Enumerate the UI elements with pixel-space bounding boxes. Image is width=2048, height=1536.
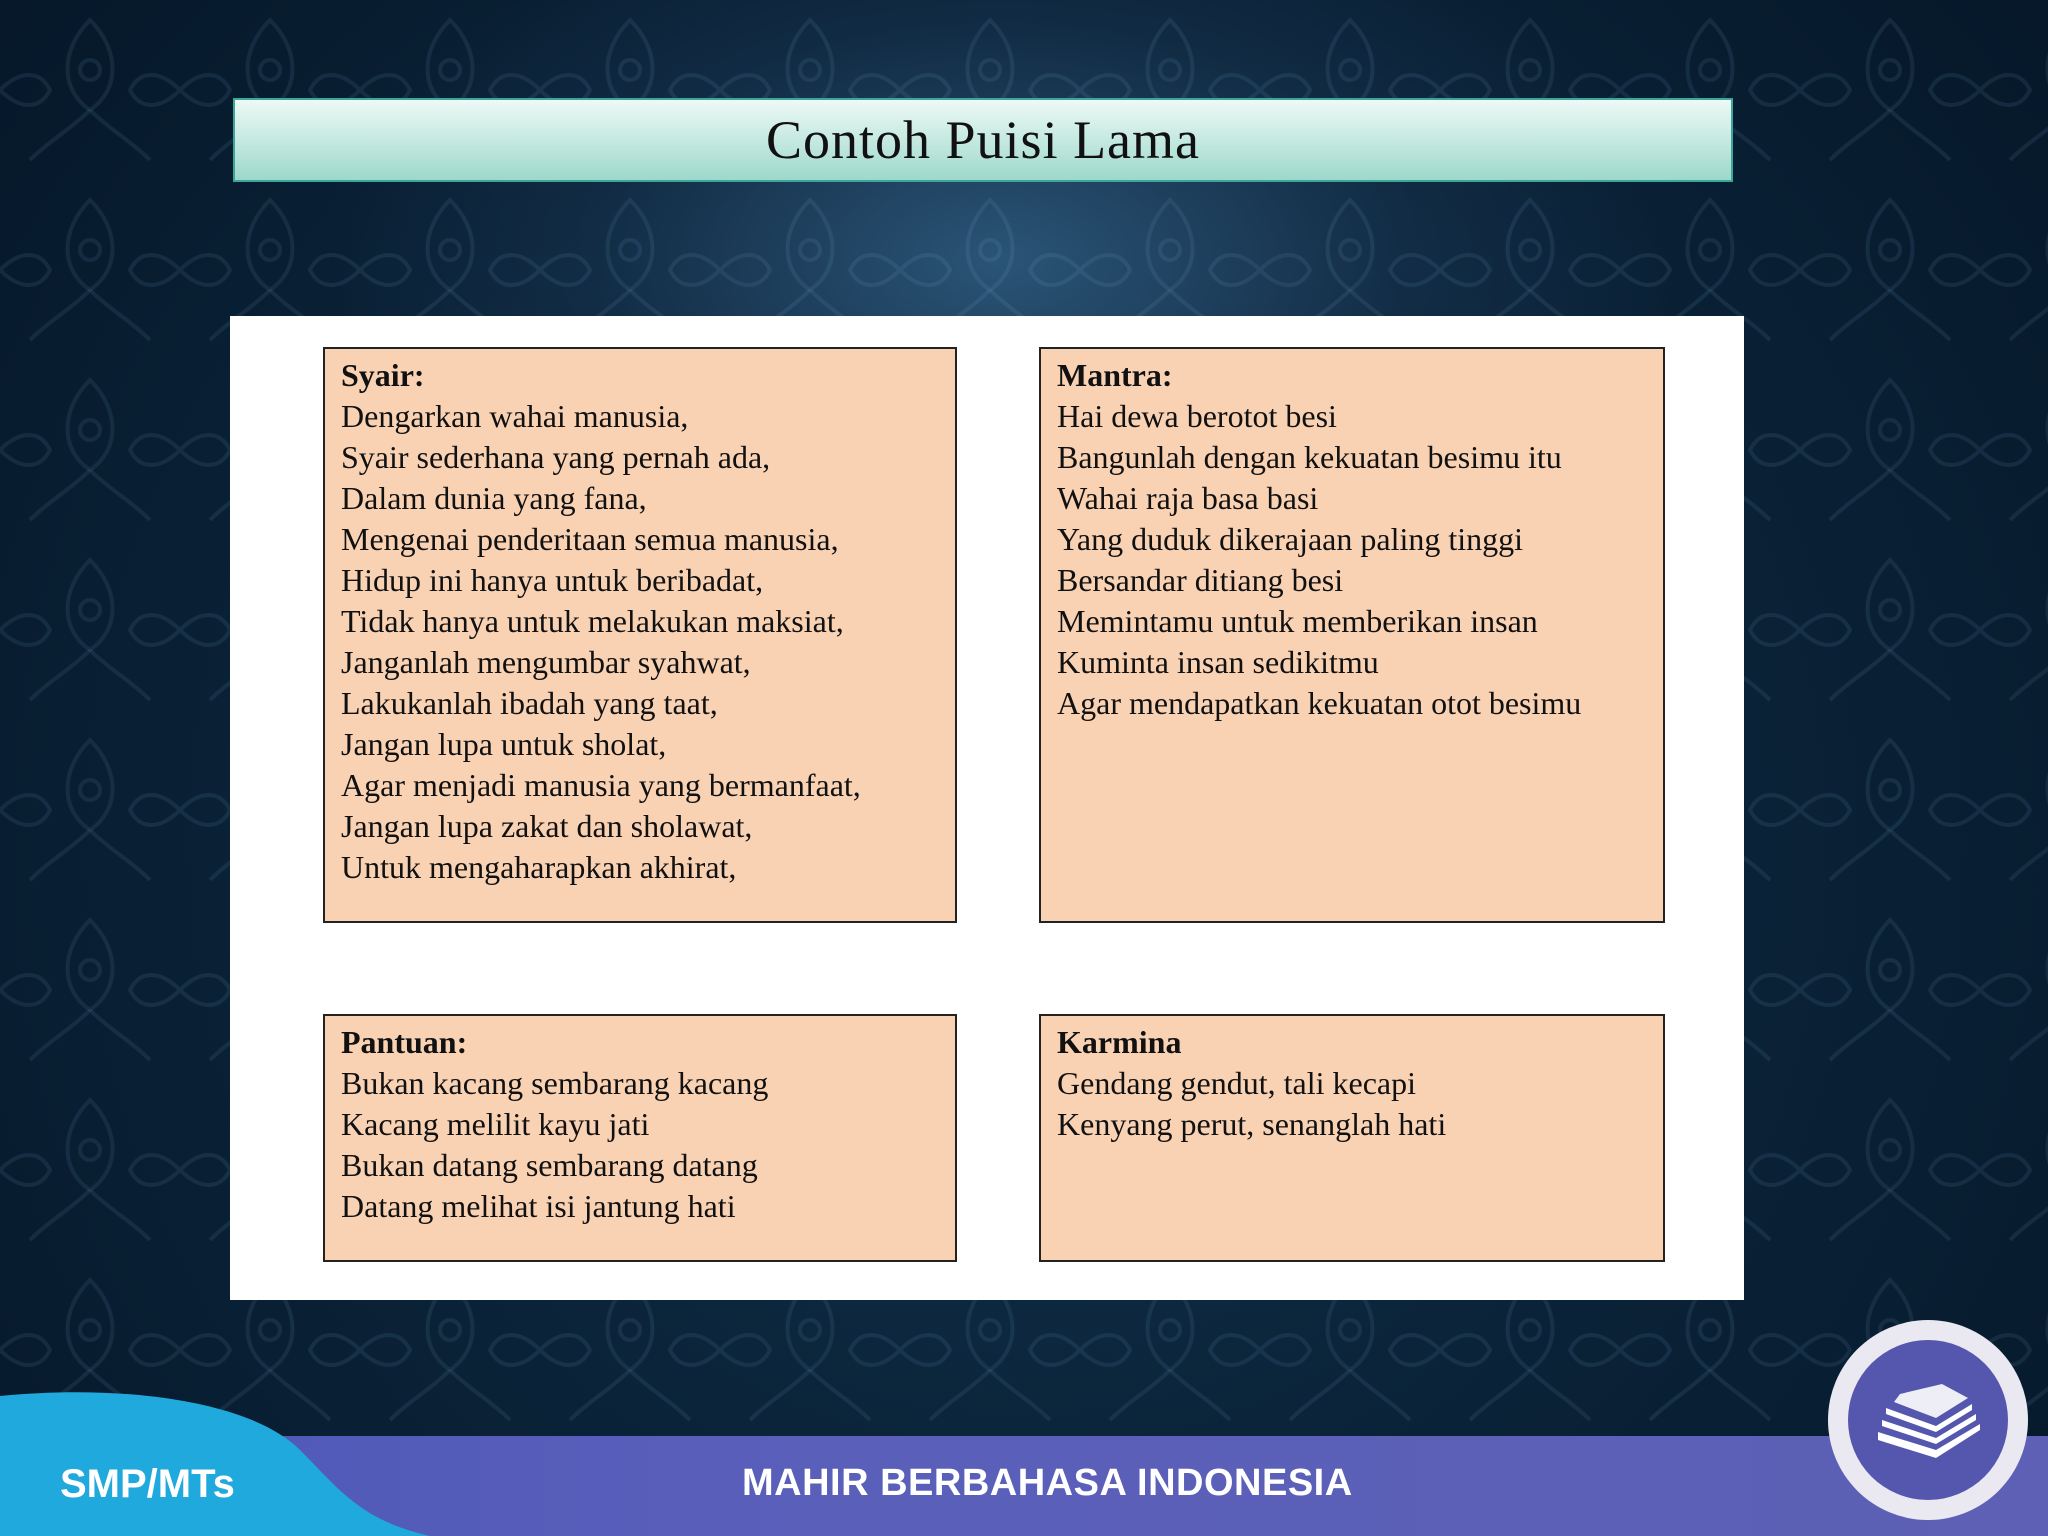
poem-line: Kenyang perut, senanglah hati [1057,1106,1447,1142]
pantun-box [323,1014,957,1262]
poem-line: Janganlah mengumbar syahwat, [341,644,751,680]
poem-line: Agar mendapatkan kekuatan otot besimu [1057,685,1582,721]
poem-line: Hai dewa berotot besi [1057,398,1337,434]
karmina-box [1039,1014,1665,1262]
poem-line: Mengenai penderitaan semua manusia, [341,521,839,557]
poem-line: Agar menjadi manusia yang bermanfaat, [341,767,861,803]
mantra-box [1039,347,1665,923]
poem-line: Memintamu untuk memberikan insan [1057,603,1538,639]
footer-level-label: SMP/MTs [60,1462,235,1506]
poem-line: Jangan lupa untuk sholat, [341,726,667,762]
stacked-books-icon [1872,1380,1984,1460]
poem-line: Lakukanlah ibadah yang taat, [341,685,718,721]
poem-line: Bersandar ditiang besi [1057,562,1344,598]
poem-line: Datang melihat isi jantung hati [341,1188,736,1224]
mantra-title: Mantra: [1057,357,1173,393]
poem-line: Bukan kacang sembarang kacang [341,1065,769,1101]
poem-line: Bukan datang sembarang datang [341,1147,758,1183]
poem-line: Jangan lupa zakat dan sholawat, [341,808,753,844]
poem-line: Gendang gendut, tali kecapi [1057,1065,1416,1101]
syair-box [323,347,957,923]
publisher-logo [1828,1320,2028,1520]
poem-line: Kuminta insan sedikitmu [1057,644,1379,680]
poem-line: Yang duduk dikerajaan paling tinggi [1057,521,1524,557]
poem-line: Untuk mengaharapkan akhirat, [341,849,737,885]
karmina-title: Karmina [1057,1024,1182,1060]
footer-book-title: MAHIR BERBAHASA INDONESIA [742,1462,1353,1504]
poem-line: Kacang melilit kayu jati [341,1106,650,1142]
poem-line: Tidak hanya untuk melakukan maksiat, [341,603,844,639]
logo-inner-circle [1848,1340,2008,1500]
pantun-title: Pantuan: [341,1024,468,1060]
poem-line: Hidup ini hanya untuk beribadat, [341,562,764,598]
poem-examples-panel [230,316,1744,1300]
poem-line: Dalam dunia yang fana, [341,480,647,516]
poem-line: Wahai raja basa basi [1057,480,1319,516]
syair-title: Syair: [341,357,425,393]
poem-line: Dengarkan wahai manusia, [341,398,689,434]
poem-line: Bangunlah dengan kekuatan besimu itu [1057,439,1562,475]
slide-title-bar [233,98,1733,182]
poem-line: Syair sederhana yang pernah ada, [341,439,771,475]
slide-title: Contoh Puisi Lama [766,110,1200,170]
